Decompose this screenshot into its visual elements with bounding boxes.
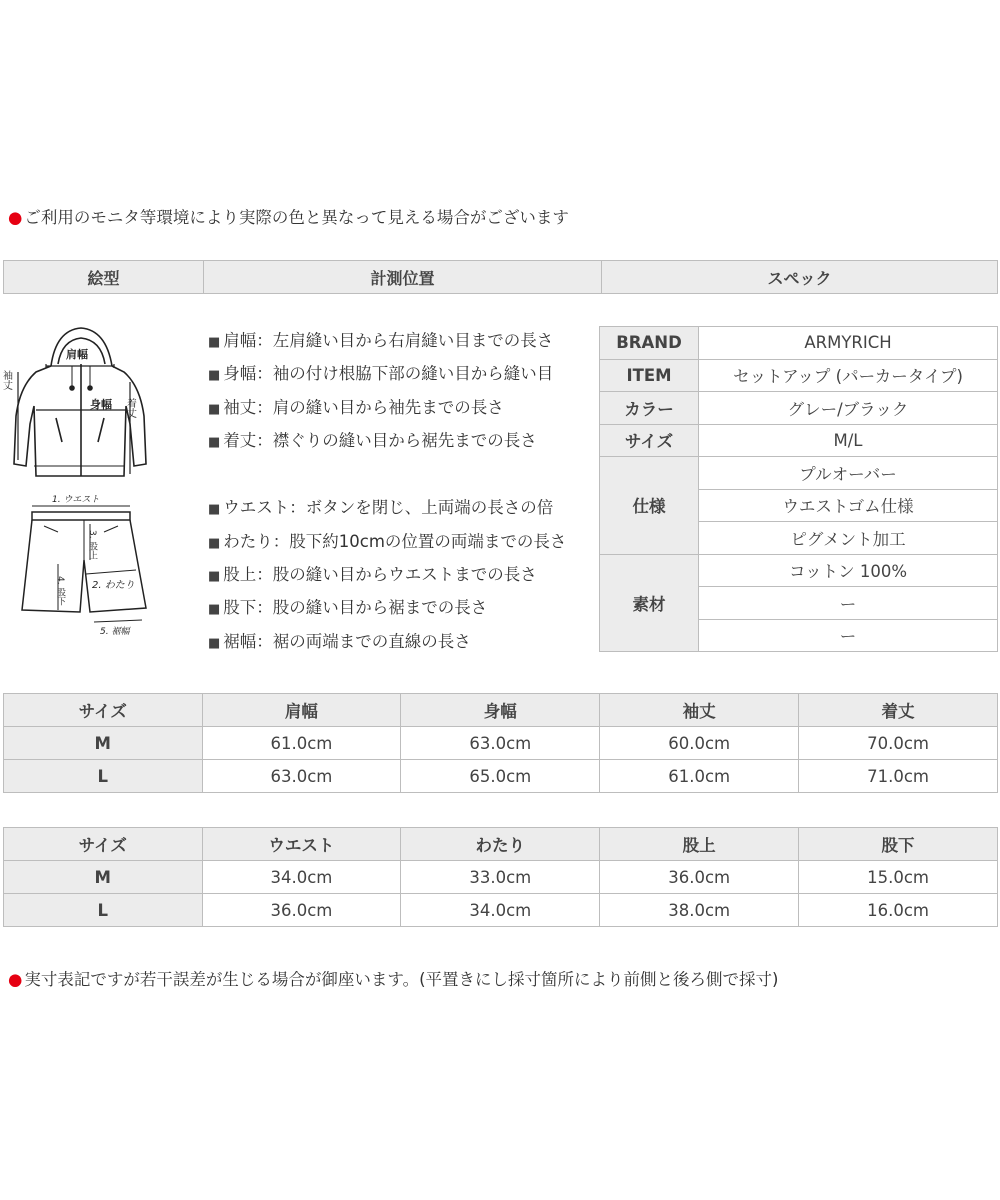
color-disclaimer-text: ご利用のモニタ等環境により実際の色と異なって見える場合がございます <box>24 208 569 227</box>
table-cell: 38.0cm <box>600 894 799 927</box>
spec-table <box>599 326 998 652</box>
pants-label-thigh: 2. わたり <box>92 580 135 591</box>
spec-label-material: 素材 <box>600 554 699 652</box>
spec-value-color: グレー/ブラック <box>699 392 998 425</box>
table-cell: 36.0cm <box>202 894 401 927</box>
spec-label-features: 仕様 <box>600 457 699 555</box>
measurement-disclaimer-text: 実寸表記ですが若干誤差が生じる場合が御座います。(平置きにし採寸箇所により前側と後ろ側で採寸) <box>24 970 779 989</box>
list-item <box>208 397 504 419</box>
bottom-size-table <box>3 827 998 927</box>
table-header-row <box>4 828 998 861</box>
table-cell: 15.0cm <box>799 861 998 894</box>
table-row <box>4 861 998 894</box>
jacket-illustration <box>0 326 156 490</box>
measure-inseam: 股下：股の縫い目から裾までの長さ <box>223 598 488 617</box>
list-item <box>208 330 553 352</box>
column-header: 身幅 <box>401 694 600 727</box>
pants-label-rise: 3. 股上 <box>87 530 97 560</box>
table-cell: 61.0cm <box>202 727 401 760</box>
square-bullet-icon: ■ <box>208 502 221 517</box>
square-bullet-icon: ■ <box>208 368 221 383</box>
table-cell: 33.0cm <box>401 861 600 894</box>
spec-label-size: サイズ <box>600 424 699 457</box>
table-cell: 60.0cm <box>600 727 799 760</box>
list-item <box>208 531 566 553</box>
pants-label-inseam: 4. 股下 <box>55 576 65 606</box>
table-cell: 34.0cm <box>401 894 600 927</box>
spec-value-material: ー <box>699 587 998 620</box>
measurement-disclaimer <box>8 966 778 990</box>
table-cell: 36.0cm <box>600 861 799 894</box>
header-illustration: 絵型 <box>4 261 204 294</box>
size-cell: L <box>4 760 203 793</box>
column-header: 股下 <box>799 828 998 861</box>
measure-rise: 股上：股の縫い目からウエストまでの長さ <box>223 565 537 584</box>
table-cell: 70.0cm <box>799 727 998 760</box>
table-row <box>600 424 998 457</box>
spec-label-brand: BRAND <box>600 327 699 360</box>
table-row <box>4 760 998 793</box>
measure-body: 身幅：袖の付け根脇下部の縫い目から縫い目 <box>223 364 554 383</box>
column-header: 袖丈 <box>600 694 799 727</box>
section-header <box>3 260 998 294</box>
square-bullet-icon: ■ <box>208 435 221 450</box>
table-row <box>600 392 998 425</box>
square-bullet-icon: ■ <box>208 602 221 617</box>
table-header-row <box>4 694 998 727</box>
spec-label-item: ITEM <box>600 359 699 392</box>
table-cell: 63.0cm <box>401 727 600 760</box>
list-item <box>208 564 537 586</box>
list-item <box>208 430 537 452</box>
table-row <box>600 359 998 392</box>
pants-illustration <box>18 490 150 638</box>
table-row <box>4 727 998 760</box>
table-cell: 63.0cm <box>202 760 401 793</box>
jacket-label-sleeve: 袖丈 <box>0 370 12 390</box>
list-item <box>208 363 553 385</box>
list-item <box>208 631 471 653</box>
size-cell: L <box>4 894 203 927</box>
spec-value-feature: ウエストゴム仕様 <box>699 489 998 522</box>
size-cell: M <box>4 727 203 760</box>
table-cell: 71.0cm <box>799 760 998 793</box>
table-cell: 61.0cm <box>600 760 799 793</box>
column-header: わたり <box>401 828 600 861</box>
spec-value-material: コットン 100% <box>699 554 998 587</box>
measure-waist: ウエスト：ボタンを閉じ、上両端の長さの倍 <box>223 498 554 517</box>
spec-value-item: セットアップ (パーカータイプ) <box>699 359 998 392</box>
spec-value-brand: ARMYRICH <box>699 327 998 360</box>
square-bullet-icon: ■ <box>208 569 221 584</box>
table-cell: 65.0cm <box>401 760 600 793</box>
pants-label-hem: 5. 裾幅 <box>100 627 130 637</box>
color-disclaimer <box>8 204 569 228</box>
header-spec: スペック <box>602 261 998 294</box>
spec-value-feature: ピグメント加工 <box>699 522 998 555</box>
column-header: 股上 <box>600 828 799 861</box>
red-bullet-icon: ● <box>8 208 23 227</box>
measure-shoulder: 肩幅：左肩縫い目から右肩縫い目までの長さ <box>223 331 554 350</box>
measure-hem: 裾幅：裾の両端までの直線の長さ <box>223 632 471 651</box>
spec-value-size: M/L <box>699 424 998 457</box>
square-bullet-icon: ■ <box>208 402 221 417</box>
table-cell: 16.0cm <box>799 894 998 927</box>
jacket-label-length: 着丈 <box>124 398 136 418</box>
spec-value-feature: プルオーバー <box>699 457 998 490</box>
red-bullet-icon: ● <box>8 970 23 989</box>
column-header: サイズ <box>4 828 203 861</box>
jacket-label-body: 身幅 <box>90 398 112 411</box>
table-cell: 34.0cm <box>202 861 401 894</box>
spec-value-material: ー <box>699 619 998 652</box>
column-header: サイズ <box>4 694 203 727</box>
table-row <box>600 457 998 490</box>
measure-thigh: わたり：股下約10cmの位置の両端までの長さ <box>223 532 567 551</box>
square-bullet-icon: ■ <box>208 636 221 651</box>
square-bullet-icon: ■ <box>208 335 221 350</box>
top-size-table <box>3 693 998 793</box>
measure-length: 着丈：襟ぐりの縫い目から裾先までの長さ <box>223 431 537 450</box>
table-row <box>600 554 998 587</box>
size-cell: M <box>4 861 203 894</box>
list-item <box>208 597 487 619</box>
column-header: ウエスト <box>202 828 401 861</box>
square-bullet-icon: ■ <box>208 536 221 551</box>
header-measure-position: 計測位置 <box>204 261 602 294</box>
table-row <box>4 894 998 927</box>
measure-sleeve: 袖丈：肩の縫い目から袖先までの長さ <box>223 398 504 417</box>
table-row <box>600 327 998 360</box>
pants-label-waist: 1. ウエスト <box>52 495 100 505</box>
jacket-label-shoulder: 肩幅 <box>66 348 88 361</box>
list-item <box>208 497 553 519</box>
column-header: 肩幅 <box>202 694 401 727</box>
column-header: 着丈 <box>799 694 998 727</box>
spec-label-color: カラー <box>600 392 699 425</box>
